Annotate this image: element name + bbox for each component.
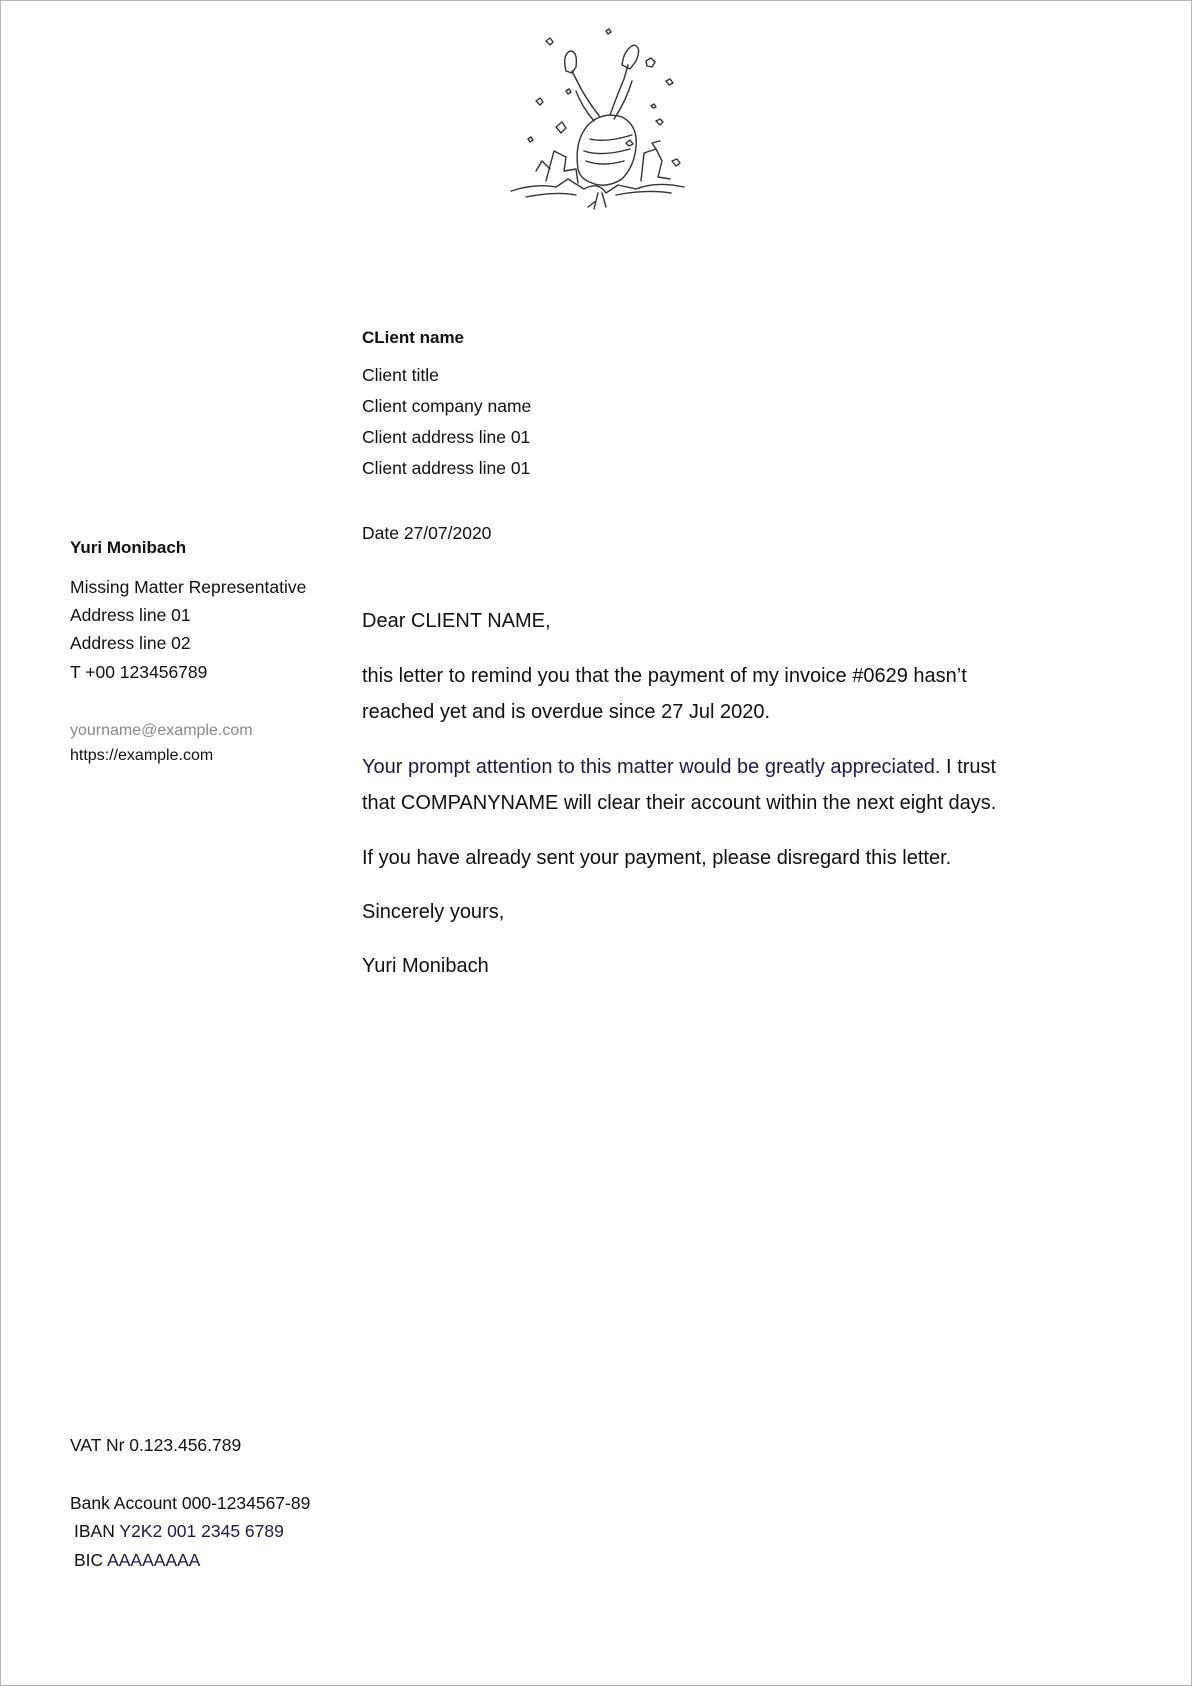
recipient-address-line-2: Client address line 01 [362,458,531,478]
sender-phone: T +00 123456789 [70,662,208,682]
paragraph-1-line-2: reached yet and is overdue since 27 Jul 2020. [362,701,771,723]
iban [74,1521,284,1542]
paragraph-2-line-2: that COMPANYNAME will clear their account within the next eight days. [362,792,997,814]
sender-address-line-1: Address line 01 [70,605,191,625]
highlighted-sentence: Your prompt attention to this matter would be greatly appreciated. [362,756,941,778]
sender-email-link[interactable]: yourname@example.com [70,722,253,739]
recipient-address-line-1: Client address line 01 [362,427,531,447]
sender-title: Missing Matter Representative [70,577,307,597]
recipient-company: Client company name [362,396,532,416]
bank-account: Bank Account 000-1234567-89 [70,1493,311,1513]
recipient-title: Client title [362,365,439,385]
paragraph-2-line-1 [362,749,996,785]
greeting: Dear CLIENT NAME, [362,610,551,632]
falling-man-illustration-icon [506,21,691,211]
sender-website-link[interactable]: https://example.com [70,747,214,764]
paragraph-2-continuation: I trust [940,756,997,778]
bic [74,1550,200,1571]
signature: Yuri Monibach [362,955,489,977]
vat-number: VAT Nr 0.123.456.789 [70,1435,242,1455]
sender-name: Yuri Monibach [70,538,187,557]
iban-value: Y2K2 001 2345 6789 [119,1521,284,1541]
letter-date: Date 27/07/2020 [362,523,492,543]
bic-label: BIC [74,1550,108,1570]
sender-address-line-2: Address line 02 [70,633,191,653]
recipient-name: CLient name [362,328,465,347]
paragraph-3: If you have already sent your payment, please disregard this letter. [362,847,952,869]
paragraph-1-line-1: this letter to remind you that the payment of my invoice #0629 hasn’t [362,665,967,687]
iban-label: IBAN [74,1521,120,1541]
bic-value: AAAAAAAA [107,1550,201,1570]
closing: Sincerely yours, [362,901,505,923]
